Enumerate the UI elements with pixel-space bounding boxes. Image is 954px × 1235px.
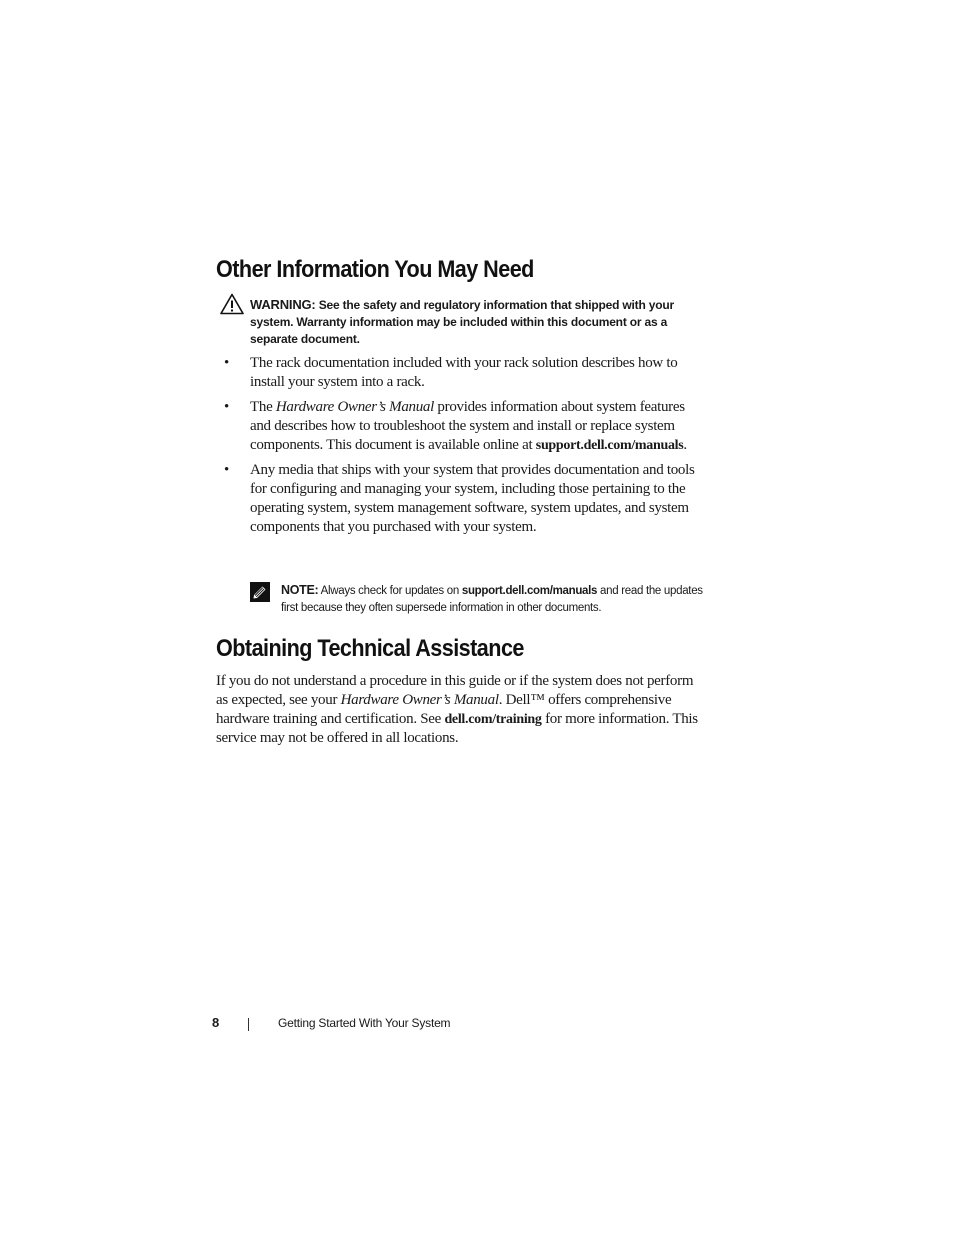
section-title-obtaining-assistance: Obtaining Technical Assistance [216,635,524,662]
note-text [281,582,721,617]
footer-divider [248,1018,249,1031]
bullet-glyph: • [224,462,229,478]
para-text-post: for more information. This service may not be offered in all locations. [216,711,698,746]
para-text-mid: . Dell™ offers comprehensive hardware training and certification. See [216,692,672,727]
bullet-glyph: • [224,355,229,371]
footer-chapter-title: Getting Started With Your System [278,1016,451,1030]
manual-title: Hardware Owner’s Manual [340,692,499,708]
list-item [216,354,696,392]
list-item-text-pre: The [250,399,276,415]
manual-title: Hardware Owner’s Manual [275,399,434,415]
bullet-glyph: • [224,399,229,415]
assistance-paragraph [216,672,706,748]
warning-triangle-icon [220,293,244,315]
para-text-pre: If you do not understand a procedure in this guide or if the system does not perform as expected, see your [216,673,694,708]
warning-body: See the safety and regulatory information that shipped with your system. Warranty information may be included within this document or as a separate document. [250,298,674,346]
warning-text [250,296,705,348]
list-item-text: The rack documentation included with your rack solution describes how to install your system into a rack. [250,355,678,390]
dell-training-link[interactable]: dell.com/training [444,712,542,727]
list-item [216,461,696,537]
documentation-list [216,354,696,543]
note-body-pre: Always check for updates on [318,585,462,597]
list-item-text-post: provides information about system features and describes how to troubleshoot the system and install or replace system components. This document is available online at [250,399,685,453]
list-item-text: Any media that ships with your system that provides documentation and tools for configuring and managing your system, including those pertaining to the operating system, system management software, system updates, and system components that you purchased with your system. [250,462,695,535]
warning-label: WARNING: [250,297,316,312]
page-number: 8 [212,1015,220,1030]
section-title-other-information: Other Information You May Need [216,256,534,283]
list-item-text-end: . [683,437,687,453]
note-support-link[interactable]: support.dell.com/manuals [461,585,598,597]
note-body-post: and read the updates first because they often supersede information in other documents. [281,585,703,614]
list-item [216,398,696,455]
note-pencil-icon [250,582,270,602]
support-manuals-link[interactable]: support.dell.com/manuals [535,438,684,453]
note-label: NOTE: [281,583,319,597]
